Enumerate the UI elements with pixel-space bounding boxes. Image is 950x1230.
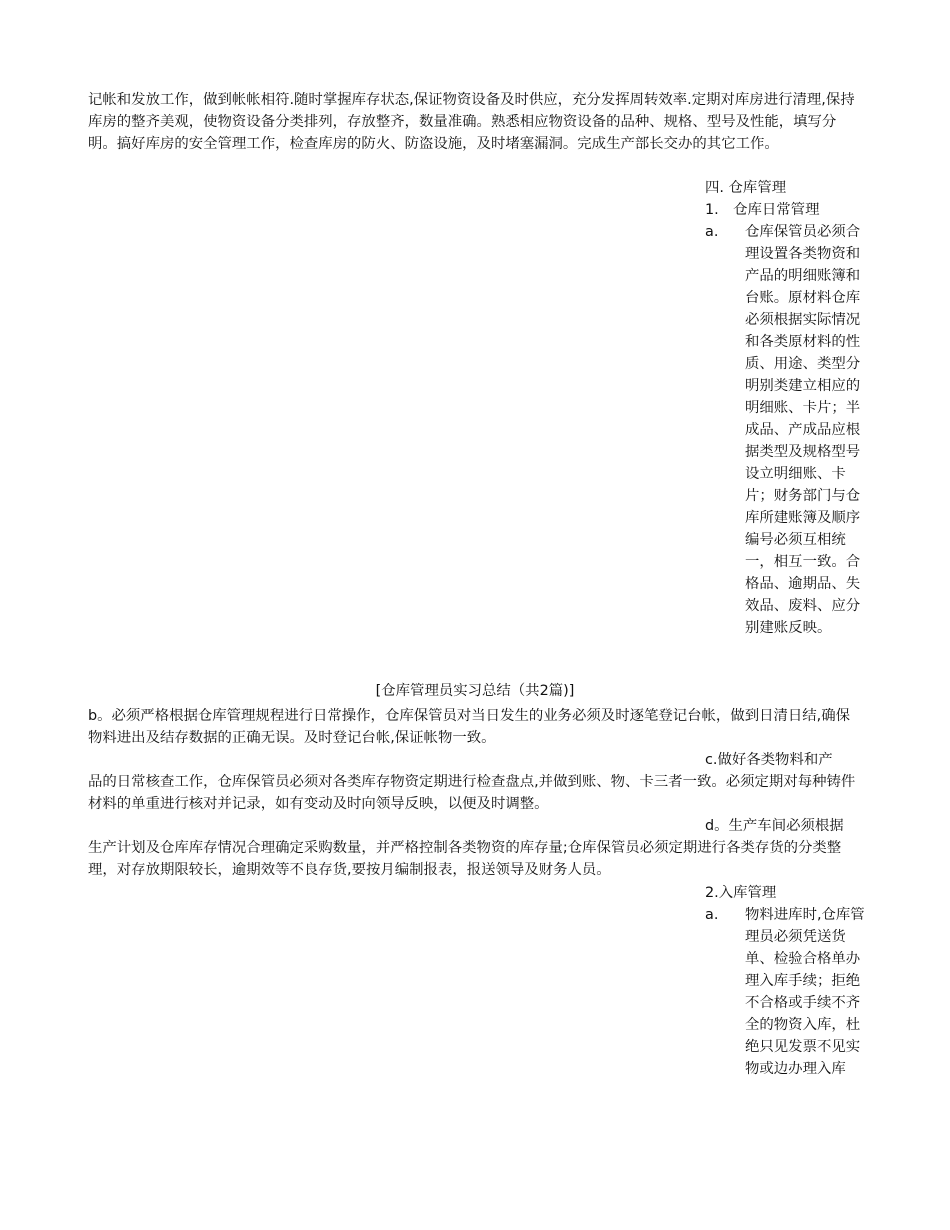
item-b-paragraph: b。必须严格根据仓库管理规程进行日常操作，仓库保管员对当日发生的业务必须及时逐笔登记台帐，做到日清日结,确保物料进出及结存数据的正确无误。及时登记台帐,保证帐物一致。 bbox=[88, 708, 851, 746]
item-a-marker: a. bbox=[705, 224, 719, 240]
item-2a-text: 物料进库时,仓库管理员必须凭送货单、检验合格单办理入库手续；拒绝不合格或手续不齐全的物资入库，杜绝只见发票不见实物或边办理入库 bbox=[745, 907, 865, 1077]
item-2a-marker: a. bbox=[705, 907, 719, 923]
section-heading-warehouse-management: 四. 仓库管理 bbox=[705, 180, 787, 196]
subsection-inbound-management: 2.入库管理 bbox=[705, 885, 777, 901]
item-c-paragraph: 品的日常核查工作，仓库保管员必须对各类库存物资定期进行检查盘点,并做到账、物、卡三者一致。必须定期对每种铸件材料的单重进行核对并记录，如有变动及时向领导反映，以便及时调整。 bbox=[88, 774, 856, 812]
item-d-lead: d。生产车间必须根据 bbox=[705, 818, 844, 834]
item-d-paragraph: 生产计划及仓库库存情况合理确定采购数量，并严格控制各类物资的库存量;仓库保管员必须定期进行各类存货的分类整理，对存放期限较长，逾期效等不良存货,要按月编制报表，报送领导及财务人员。 bbox=[88, 840, 842, 878]
subsection-daily-management: 1. 仓库日常管理 bbox=[705, 202, 820, 218]
paragraph-duties: 记帐和发放工作，做到帐帐相符.随时掌握库存状态,保证物资设备及时供应，充分发挥周转效率.定期对库房进行清理,保持库房的整齐美观，使物资设备分类排列，存放整齐，数量准确。熟悉相应物资设备的品种、规格、型号及性能，填写分明。搞好库房的安全管理工作，检查库房的防火、防盗设施，及时堵塞漏洞。完成生产部长交办的其它工作。 bbox=[88, 92, 855, 152]
item-c-lead: c.做好各类物料和产 bbox=[705, 752, 833, 768]
item-a-text: 仓库保管员必须合理设置各类物资和产品的明细账簿和台账。原材料仓库必须根据实际情况和各类原材料的性质、用途、类型分明别类建立相应的明细账、卡片；半成品、产成品应根据类型及规格型号设立明细账、卡片；财务部门与仓库所建账簿及顺序编号必须互相统一，相互一致。合格品、逾期品、失效品、废料、应分别建账反映。 bbox=[745, 224, 861, 636]
document-title: [仓库管理员实习总结（共2篇)] bbox=[375, 683, 575, 699]
